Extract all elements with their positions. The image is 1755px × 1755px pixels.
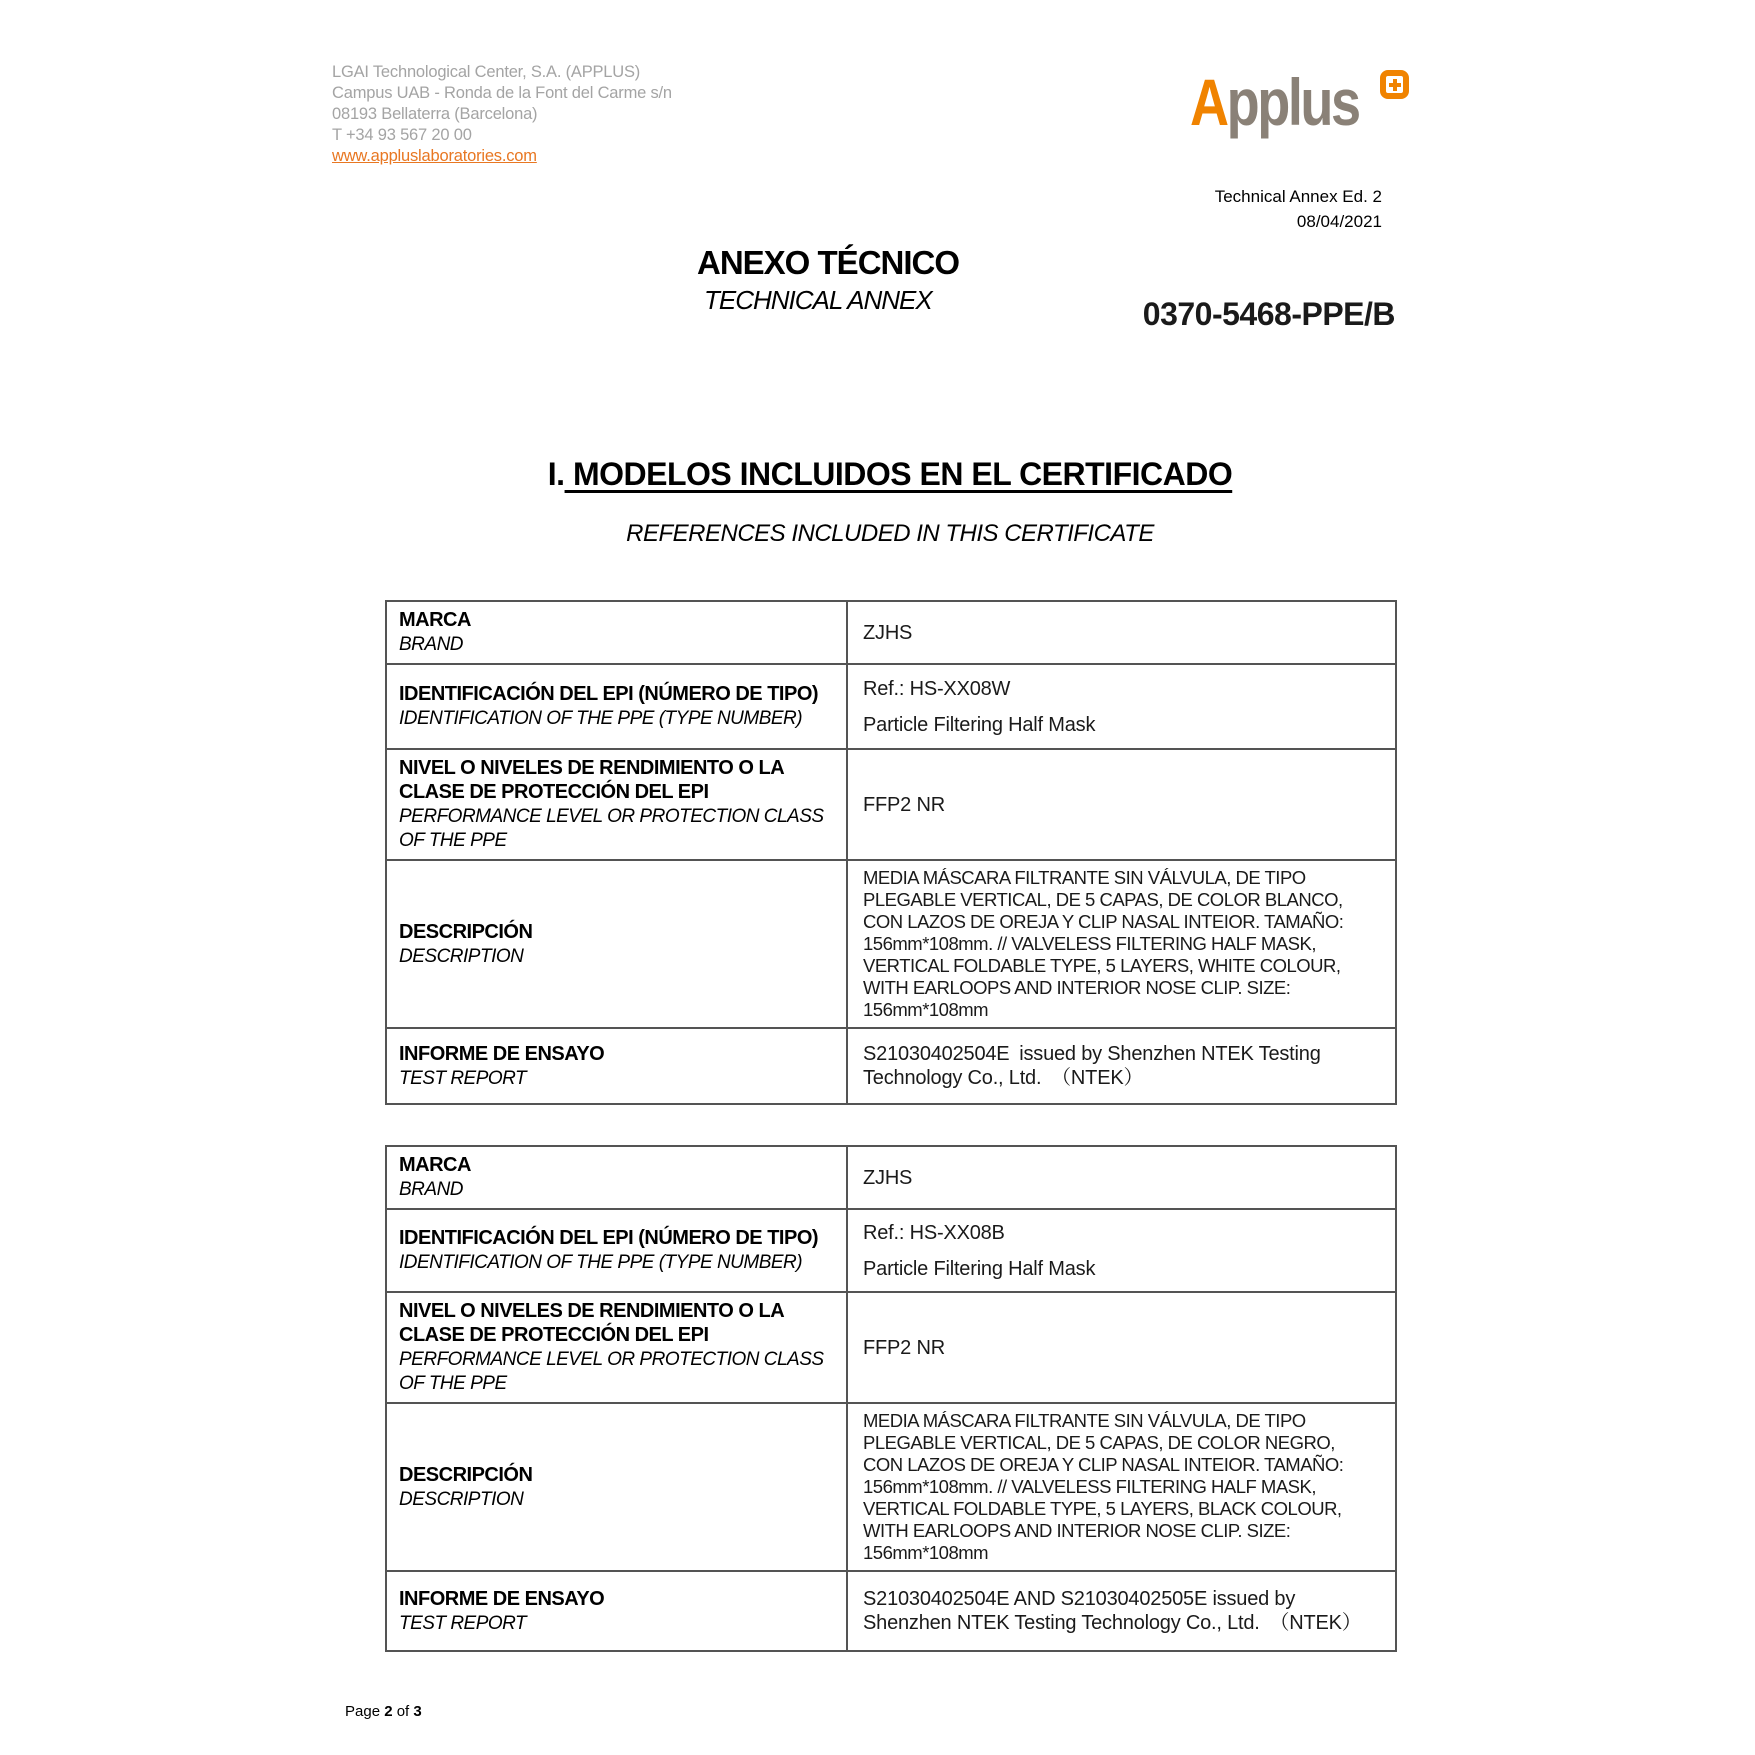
table-row [386, 860, 1396, 1028]
annex-meta [1082, 184, 1382, 234]
row-label-en: TEST REPORT [399, 1612, 527, 1634]
applus-logo [1190, 64, 1396, 164]
row-value: MEDIA MÁSCARA FILTRANTE SIN VÁLVULA, DE TIPO PLEGABLE VERTICAL, DE 5 CAPAS, DE COLOR NEGRO, CON LAZOS DE OREJA Y CLIP NASAL INTEIOR. TAMAÑO: 156mm*108mm. // VALVELESS FILTERING HALF MASK, VERTICAL FOLDABLE TYPE, 5 LAYERS, BLACK COLOUR, WITH EARLOOPS AND INTERIOR NOSE CLIP. SIZE: 156mm*108mm [863, 1410, 1344, 1563]
table-row [386, 1146, 1396, 1209]
row-label-en: PERFORMANCE LEVEL OR PROTECTION CLASS OF THE PPE [399, 1349, 824, 1394]
row-label-es: NIVEL O NIVELES DE RENDIMIENTO O LA CLASE DE PROTECCIÓN DEL EPI [399, 757, 784, 803]
row-value: ZJHS [863, 621, 913, 644]
row-value-secondary: Particle Filtering Half Mask [863, 1257, 1096, 1280]
company-website-link[interactable]: www.appluslaboratories.com [332, 147, 537, 165]
table-row [386, 664, 1396, 749]
table-row [386, 1292, 1396, 1403]
row-label-es: DESCRIPCIÓN [399, 1463, 533, 1486]
row-value: Ref.: HS-XX08W [863, 677, 1011, 700]
row-value: Ref.: HS-XX08B [863, 1221, 1005, 1244]
company-phone-line: T +34 93 567 20 00 [332, 126, 472, 144]
logo-letter-accent: A [1190, 65, 1227, 139]
applus-plus-icon [1380, 70, 1409, 99]
table-row [386, 1209, 1396, 1292]
row-label-es: MARCA [399, 1154, 471, 1176]
page-number-total: 3 [413, 1703, 422, 1720]
section-heading [385, 456, 1395, 493]
row-label-es: NIVEL O NIVELES DE RENDIMIENTO O LA CLASE DE PROTECCIÓN DEL EPI [399, 1300, 784, 1346]
table-row [386, 1571, 1396, 1651]
page-number-current: 2 [384, 1703, 393, 1720]
logo-letters-rest: pplus [1226, 65, 1359, 139]
certificate-number: 0370-5468-PPE/B [1142, 296, 1395, 332]
row-label-en: IDENTIFICATION OF THE PPE (TYPE NUMBER) [399, 708, 803, 729]
section-heading-prefix: I. [547, 456, 565, 492]
model-table-2 [385, 1145, 1397, 1652]
table-row [386, 1403, 1396, 1571]
row-label-en: DESCRIPTION [399, 1488, 524, 1510]
row-label-en: PERFORMANCE LEVEL OR PROTECTION CLASS OF THE PPE [399, 806, 824, 851]
row-label-en: DESCRIPTION [399, 945, 524, 967]
table-row [386, 1028, 1396, 1104]
row-value: MEDIA MÁSCARA FILTRANTE SIN VÁLVULA, DE TIPO PLEGABLE VERTICAL, DE 5 CAPAS, DE COLOR BLANCO, CON LAZOS DE OREJA Y CLIP NASAL INTEIOR. TAMAÑO: 156mm*108mm. // VALVELESS FILTERING HALF MASK, VERTICAL FOLDABLE TYPE, 5 LAYERS, WHITE COLOUR, WITH EARLOOPS AND INTERIOR NOSE CLIP. SIZE: 156mm*108mm [863, 867, 1344, 1020]
company-street-line: Campus UAB - Ronda de la Font del Carme s/n [332, 84, 672, 102]
annex-date: 08/04/2021 [1296, 212, 1382, 231]
section-subheading: REFERENCES INCLUDED IN THIS CERTIFICATE [626, 520, 1154, 547]
row-label-en: BRAND [399, 1179, 464, 1200]
page-number [345, 1703, 422, 1720]
row-label-es: INFORME DE ENSAYO [399, 1042, 605, 1065]
row-label-en: BRAND [399, 634, 464, 655]
annex-edition: Technical Annex Ed. 2 [1214, 187, 1382, 206]
row-value: FFP2 NR [863, 793, 945, 816]
company-city-line: 08193 Bellaterra (Barcelona) [332, 105, 538, 123]
page-title-translation: TECHNICAL ANNEX [704, 285, 932, 315]
model-table-1 [385, 600, 1397, 1105]
row-label-es: IDENTIFICACIÓN DEL EPI (NÚMERO DE TIPO) [399, 1227, 819, 1249]
row-label-es: IDENTIFICACIÓN DEL EPI (NÚMERO DE TIPO) [399, 683, 819, 705]
row-label-es: INFORME DE ENSAYO [399, 1587, 605, 1610]
row-label-es: DESCRIPCIÓN [399, 920, 533, 943]
page-title: ANEXO TÉCNICO [697, 244, 960, 281]
table-row [386, 749, 1396, 860]
row-value: ZJHS [863, 1166, 913, 1189]
row-label-es: MARCA [399, 609, 471, 631]
company-address-block [332, 62, 672, 167]
company-name-line: LGAI Technological Center, S.A. (APPLUS) [332, 63, 641, 81]
row-value: S21030402504E issued by Shenzhen NTEK Testing Technology Co., Ltd. （NTEK） [863, 1043, 1321, 1089]
page-number-prefix: Page [345, 1703, 385, 1720]
row-value: S21030402504E AND S21030402505E issued by Shenzhen NTEK Testing Technology Co., Ltd. （NTEK） [863, 1588, 1362, 1634]
row-label-en: IDENTIFICATION OF THE PPE (TYPE NUMBER) [399, 1252, 803, 1273]
section-heading-text: MODELOS INCLUIDOS EN EL CERTIFICADO [564, 456, 1233, 492]
page-number-middle: of [392, 1703, 414, 1720]
row-value-secondary: Particle Filtering Half Mask [863, 713, 1096, 736]
row-value: FFP2 NR [863, 1336, 945, 1359]
table-row [386, 601, 1396, 664]
row-label-en: TEST REPORT [399, 1067, 527, 1089]
